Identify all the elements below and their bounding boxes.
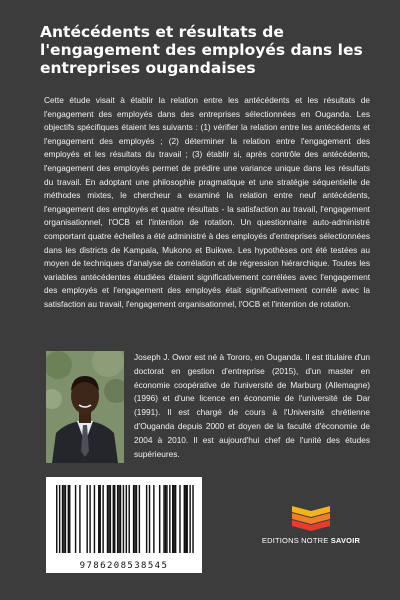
barcode-bar bbox=[139, 485, 140, 553]
barcode-bar bbox=[65, 485, 66, 553]
barcode-bar bbox=[175, 485, 176, 553]
author-photo bbox=[46, 351, 124, 463]
barcode-bar bbox=[62, 485, 63, 553]
barcode-bar bbox=[100, 485, 101, 553]
barcode-bar bbox=[120, 485, 121, 553]
barcode-bar bbox=[110, 485, 111, 553]
barcode-bar bbox=[123, 485, 124, 553]
barcode-bar bbox=[159, 485, 160, 553]
publisher-block bbox=[258, 502, 364, 562]
barcode-bar bbox=[146, 485, 147, 553]
book-stack-logo-icon bbox=[290, 502, 332, 532]
barcode-bar bbox=[126, 485, 127, 553]
barcode-bar bbox=[114, 485, 115, 553]
barcode-bar bbox=[108, 485, 109, 553]
isbn-barcode bbox=[46, 477, 202, 573]
barcode-bar bbox=[113, 485, 114, 553]
barcode-bar bbox=[89, 485, 90, 553]
barcode-bar bbox=[153, 485, 154, 553]
book-title: Antécédents et résultats de l'engagement des employés dans les entreprises ougandaises bbox=[40, 23, 363, 77]
barcode-bar bbox=[163, 485, 164, 553]
barcode-bar bbox=[149, 485, 150, 553]
barcode-bar bbox=[107, 485, 108, 553]
barcode-bars bbox=[46, 477, 202, 561]
barcode-bar bbox=[172, 485, 173, 553]
barcode-bar bbox=[117, 485, 118, 553]
barcode-bar bbox=[75, 485, 76, 553]
barcode-bar bbox=[94, 485, 95, 553]
isbn-number: 9786208538545 bbox=[79, 561, 169, 571]
barcode-bar bbox=[68, 485, 69, 553]
barcode-bar bbox=[79, 485, 80, 553]
barcode-bar bbox=[118, 485, 119, 553]
barcode-bar bbox=[69, 485, 70, 553]
barcode-bar bbox=[179, 485, 180, 553]
barcode-bar bbox=[59, 485, 60, 553]
barcode-bar bbox=[86, 485, 87, 553]
barcode-bar bbox=[173, 485, 174, 553]
barcode-bar bbox=[56, 485, 57, 553]
book-abstract: Cette étude visait à établir la relation entre les antécédents et les résultats de l'engagement des employés dans des entreprises sélectionnées en Ouganda. Les objectifs spécifiques étaient les suivants : (1) vérifier la relation entre les antécédents et l'engagement des employés ; (2) déterminer la relation entre l'engagement des employés et les résultats du travail ; (3) établir si, après contrôle des antécédents, l'engagement des employés permet de prédire une variance unique dans les résultats du travail. En adoptant une philosophie pragmatique et une stratégie séquentielle de méthodes mixtes, le chercheur a examiné la relation entre neuf antécédents, l'engagement des employés et quatre résultats - la satisfaction au travail, l'engagement organisationnel, l'OCB et l'intention de rotation. Un questionnaire auto-administré comportant quatre échelles a été administré à des employés d'entreprises sélectionnées dans les districts de Kampala, Mukono et Buikwe. Les hypothèses ont été testées au moyen de techniques d'analyse de corrélation et de régression hiérarchique. Toutes les variables antécédentes étudiées étaient significativement corrélées avec l'engagement des employés et l'engagement des employés était significativement corrélé avec la satisfaction au travail, l'engagement organisationnel, l'OCB et l'intention de rotation. bbox=[44, 95, 370, 309]
barcode-bar bbox=[187, 485, 188, 553]
publisher-name: EDITIONS NOTRE SAVOIR bbox=[261, 536, 361, 545]
barcode-bar bbox=[102, 485, 103, 553]
author-bio: Joseph J. Owor est né à Tororo, en Ouganda. Il est titulaire d'un doctorat en gestion d'entreprise (2015), d'un master en économie coopérative de l'université de Marburg (Allemagne) (1996) et d'une licence en économie de l'université de Dar (1991). Il est chargé de cours à l'Université chrétienne d'Ouganda depuis 2000 et doyen de la faculté d'économie de 2004 à 2010. Il est aujourd'hui chef de l'unité des études supérieures. bbox=[134, 352, 370, 459]
barcode-bar bbox=[185, 485, 186, 553]
barcode-bar bbox=[63, 485, 64, 553]
barcode-bar bbox=[136, 485, 137, 553]
barcode-bar bbox=[192, 485, 193, 553]
barcode-bar bbox=[129, 485, 130, 553]
barcode-bar bbox=[165, 485, 166, 553]
barcode-bar bbox=[184, 485, 185, 553]
barcode-bar bbox=[134, 485, 135, 553]
barcode-bar bbox=[98, 485, 99, 553]
barcode-bar bbox=[166, 485, 167, 553]
barcode-bar bbox=[189, 485, 190, 553]
barcode-bar bbox=[169, 485, 170, 553]
barcode-bar bbox=[133, 485, 134, 553]
